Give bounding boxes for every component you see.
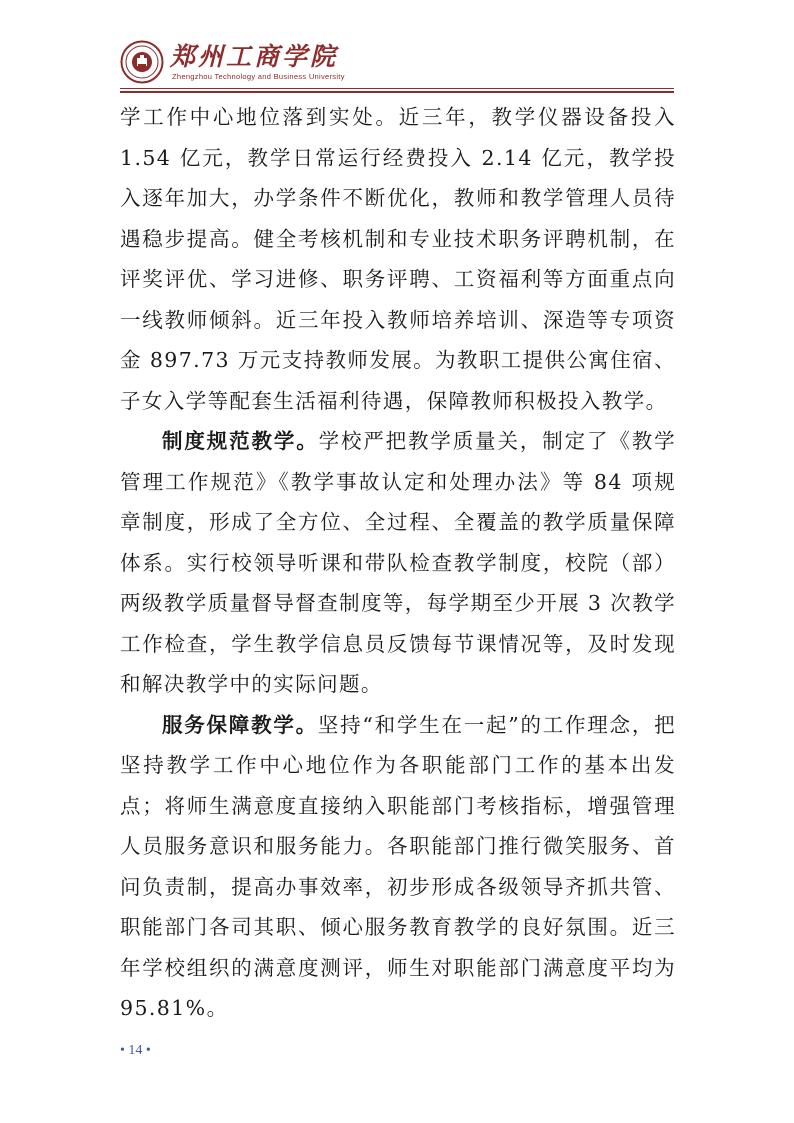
paragraph-teaching-investment — [120, 97, 676, 421]
school-name-cn: 郑州工商学院 — [170, 42, 339, 71]
page-header — [120, 34, 345, 90]
paragraph-institutional-standards — [120, 421, 676, 705]
header-rule-thick — [120, 91, 674, 93]
paragraph-text: 学校严把教学质量关，制定了《教学管理工作规范》《教学事故认定和处理办法》等 84 项规章制度，形成了全方位、全过程、全覆盖的教学质量保障体系。实行校领导听课和带队检查教学制度，校院（部）两级教学质量督导督查制度等，每学期至少开展 3 次教学工作检查，学生教学信息员反馈每节课情况等，及时发现和解决教学中的实际问题。 — [120, 429, 676, 696]
university-brand — [170, 43, 345, 81]
university-seal-icon — [120, 40, 164, 84]
paragraph-text: 坚持“和学生在一起”的工作理念，把坚持教学工作中心地位作为各职能部门工作的基本出发点；将师生满意度直接纳入职能部门考核指标，增强管理人员服务意识和服务能力。各职能部门推行微笑服务、首问负责制，提高办事效率，初步形成各级领导齐抓共管、职能部门各司其职、倾心服务教育教学的良好氛围。近三年学校组织的满意度测评，师生对职能部门满意度平均为 95.81%。 — [120, 712, 676, 1020]
paragraph-lead: 服务保障教学。 — [162, 712, 318, 737]
header-rule-thin — [120, 88, 674, 89]
paragraph-lead: 制度规范教学。 — [162, 429, 319, 453]
paragraph-text: 学工作中心地位落到实处。近三年，教学仪器设备投入 1.54 亿元，教学日常运行经费投入 2.14 亿元，教学投入逐年加大，办学条件不断优化，教师和教学管理人员待遇稳步提高。健全考核机制和专业技术职务评聘机制，在评奖评优、学习进修、职务评聘、工资福利等方面重点向一线教师倾斜。近三年投入教师培养培训、深造等专项资金 897.73 万元支持教师发展。为教职工提供公寓住宿、子女入学等配套生活福利待遇，保障教师积极投入教学。 — [120, 105, 676, 413]
document-body — [120, 97, 676, 1029]
page-number: • 14 • — [120, 1043, 151, 1058]
school-name-en: Zhengzhou Technology and Business University — [172, 72, 345, 81]
paragraph-service-support — [120, 705, 676, 1029]
